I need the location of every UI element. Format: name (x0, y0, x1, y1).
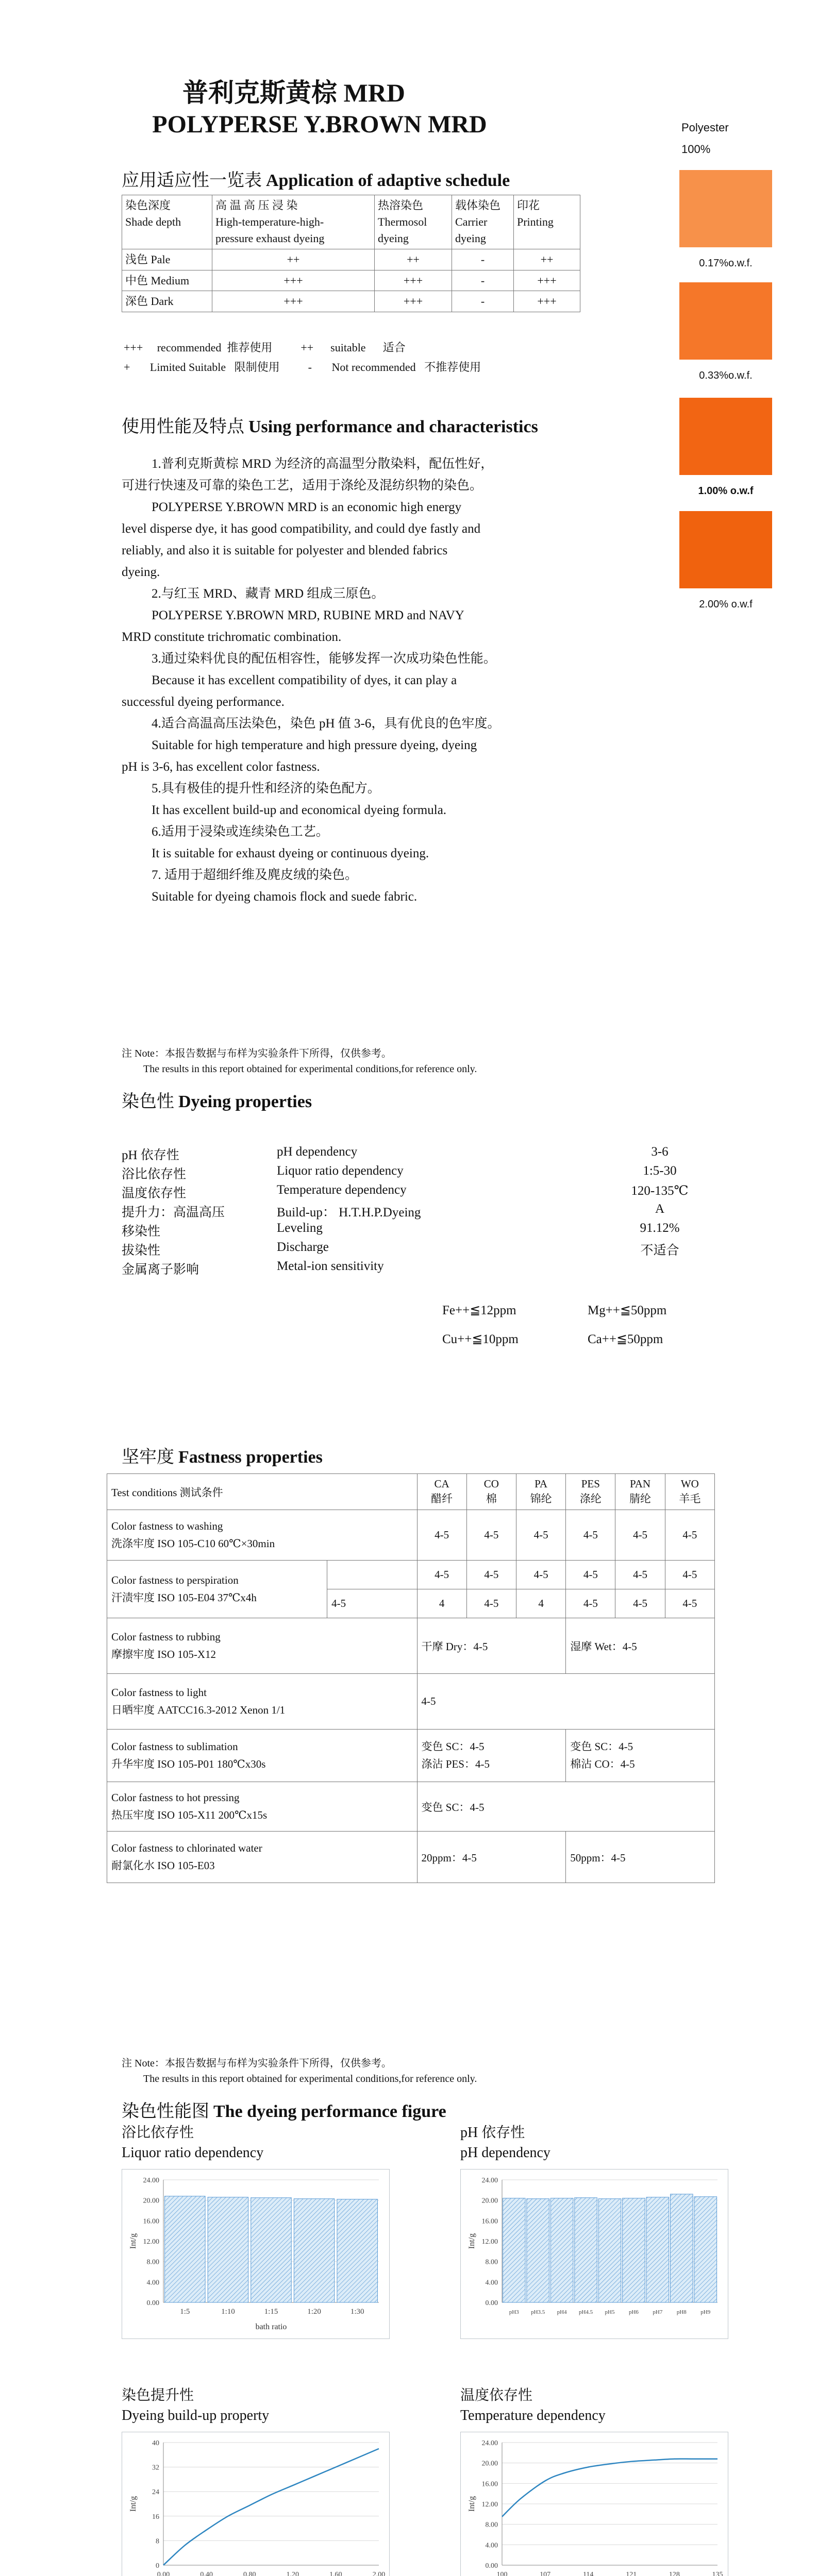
table-cell: 变色 SC：4-5 (417, 1782, 714, 1832)
swatch-fabric-pct: 100% (681, 143, 711, 156)
performance-line: It has excellent build-up and economical dyeing formula. (152, 803, 447, 817)
figure-heading-zh: 染色性能图 (122, 2102, 209, 2121)
x-tick-label: 107 (540, 2571, 551, 2576)
dyeing-prop-zh: pH 依存性 (122, 1148, 179, 1162)
table-cell: +++ (212, 291, 375, 312)
y-tick-label: 16.00 (481, 2480, 498, 2488)
dyeing-prop-zh: 拔染性 (122, 1244, 161, 1258)
dyeing-prop-val: 3-6 (651, 1145, 669, 1159)
y-tick-label: 0.00 (485, 2299, 498, 2307)
table-cell: 湿摩 Wet：4-5 (566, 1618, 715, 1674)
performance-line: 3.通过染料优良的配伍相容性，能够发挥一次成功染色性能。 (152, 652, 496, 666)
performance-line: Suitable for dyeing chamois flock and suede fabric. (152, 890, 418, 904)
table-cell: 4-5 (417, 1561, 466, 1589)
sublimation-pes: 涤沾 PES：4-5 (421, 1757, 490, 1770)
chart-title-en: pH dependency (460, 2145, 550, 2161)
table-cell: - (452, 291, 514, 312)
table-header-cell: 热溶染色 Thermosol dyeing (375, 195, 452, 249)
table-header-cell: PAN 腈纶 (615, 1474, 665, 1510)
table-header-cell: 高 温 高 压 浸 染 High-temperature-high- pressure exhaust dyeing (212, 195, 375, 249)
dyeing-prop-zh: 金属离子影响 (122, 1263, 199, 1277)
chart-buildup (122, 2432, 390, 2576)
note-line-1: 注 Note：本报告数据与布样为实验条件下所得，仅供参考。 (122, 1048, 392, 1059)
table-cell (327, 1561, 417, 1589)
dyeing-prop-en: Temperature dependency (277, 1183, 407, 1197)
performance-line: 4.适合高温高压法染色，染色 pH 值 3-6，具有优良的色牢度。 (152, 717, 500, 731)
performance-heading (122, 412, 538, 437)
chart-title-ph (460, 2123, 550, 2163)
product-title-zh: 普利克斯黄棕 MRD (182, 78, 405, 107)
y-tick-label: 0.00 (146, 2299, 159, 2307)
performance-body (122, 453, 598, 908)
table-cell: Color fastness to rubbing 摩擦牢度 ISO 105-X12 (107, 1618, 418, 1674)
table-header-cell: 染色深度 Shade depth (122, 195, 212, 249)
dyeing-prop-en: Build-up： H.T.H.P.Dyeing (277, 1206, 421, 1219)
y-axis-label: Int/g (468, 2496, 476, 2512)
bar (294, 2199, 335, 2302)
table-cell: 4-5 (466, 1510, 516, 1561)
table-cell: 50ppm：4-5 (566, 1832, 715, 1883)
x-tick-label: 1:15 (264, 2308, 278, 2316)
sublimation-sc-2: 变色 SC：4-5 (570, 1740, 633, 1753)
adaptive-heading-en: Application of adaptive schedule (266, 171, 510, 190)
dyeing-heading-en: Dyeing properties (178, 1092, 312, 1111)
adaptive-heading (122, 166, 510, 191)
y-tick-label: 40 (152, 2439, 159, 2447)
x-tick-label: 1:10 (221, 2308, 235, 2316)
table-cell: 4-5 (665, 1510, 714, 1561)
performance-line: reliably, and also it is suitable for polyester and blended fabrics (122, 544, 448, 557)
table-cell: 4 (417, 1589, 466, 1618)
y-tick-label: 0.00 (485, 2562, 498, 2570)
table-cell: 中色 Medium (122, 270, 212, 291)
swatch-fabric-label: Polyester (681, 121, 729, 134)
performance-line: 6.适用于浸染或连续染色工艺。 (152, 825, 329, 839)
swatch-caption-1: 0.17%o.w.f. (699, 258, 753, 269)
performance-line: pH is 3-6, has excellent color fastness. (122, 760, 320, 774)
table-cell: 4-5 (466, 1561, 516, 1589)
table-cell: 4-5 (566, 1561, 615, 1589)
fastness-heading (122, 1443, 323, 1468)
sublimation-co: 棉沾 CO：4-5 (570, 1757, 635, 1770)
bar (503, 2198, 525, 2302)
table-cell: Color fastness to washing 洗涤牢度 ISO 105-C10 60℃×30min (107, 1510, 418, 1561)
y-tick-label: 8.00 (146, 2258, 159, 2266)
chart-title-en: Dyeing build-up property (122, 2408, 270, 2424)
table-cell: +++ (514, 291, 580, 312)
dyeing-prop-zh: 浴比依存性 (122, 1167, 187, 1181)
dyeing-prop-val: 1:5-30 (643, 1164, 677, 1178)
performance-line: Suitable for high temperature and high pressure dyeing, dyeing (152, 738, 477, 752)
y-tick-label: 12.00 (481, 2501, 498, 2509)
table-header-cell: PES 涤纶 (566, 1474, 615, 1510)
y-tick-label: 32 (152, 2464, 159, 2472)
color-swatch-1 (679, 170, 772, 247)
table-cell: 4-5 (417, 1674, 714, 1730)
table-header-cell: Test conditions 测试条件 (107, 1474, 418, 1510)
x-tick-label: 135 (712, 2571, 723, 2576)
bar (598, 2199, 621, 2302)
y-tick-label: 16 (152, 2513, 159, 2521)
chart-title-en: Liquor ratio dependency (122, 2145, 264, 2161)
bar (694, 2197, 717, 2302)
adaptive-heading-zh: 应用适应性一览表 (122, 171, 262, 190)
x-tick-label: pH3.5 (531, 2309, 545, 2315)
table-cell (566, 1730, 715, 1782)
fastness-heading-en: Fastness properties (178, 1448, 323, 1467)
table-cell: ++ (514, 249, 580, 270)
table-cell: 4-5 (566, 1510, 615, 1561)
table-cell: - (452, 249, 514, 270)
y-axis-label: Int/g (129, 2496, 138, 2512)
y-tick-label: 8.00 (485, 2258, 498, 2266)
y-tick-label: 16.00 (481, 2217, 498, 2226)
performance-line: POLYPERSE Y.BROWN MRD, RUBINE MRD and NAVY (152, 608, 464, 622)
x-tick-label: pH6 (628, 2309, 639, 2315)
fastness-table (107, 1473, 715, 1883)
chart-title-temp (460, 2385, 606, 2426)
dyeing-prop-en: Liquor ratio dependency (277, 1164, 404, 1178)
table-cell: 4-5 (665, 1589, 714, 1618)
y-tick-label: 8.00 (485, 2521, 498, 2529)
performance-heading-en: Using performance and characteristics (248, 417, 538, 436)
chart-title-zh: 浴比依存性 (122, 2125, 194, 2141)
table-cell: 4-5 (615, 1589, 665, 1618)
table-cell: Color fastness to light 日晒牢度 AATCC16.3-2012 Xenon 1/1 (107, 1674, 418, 1730)
table-row (107, 1674, 715, 1730)
chart-title-zh: 染色提升性 (122, 2387, 194, 2403)
metal-mg: Mg++≦50ppm (588, 1303, 667, 1317)
bar (208, 2197, 248, 2302)
metal-cu: Cu++≦10ppm (442, 1332, 519, 1346)
table-cell: ++ (375, 249, 452, 270)
y-tick-label: 20.00 (481, 2460, 498, 2468)
bar (165, 2196, 206, 2302)
performance-line: 5.具有极佳的提升性和经济的染色配方。 (152, 782, 380, 795)
x-tick-label: pH8 (676, 2309, 687, 2315)
y-tick-label: 20.00 (481, 2197, 498, 2205)
table-cell: 4-5 (516, 1561, 565, 1589)
table-cell: 浅色 Pale (122, 249, 212, 270)
chart-title-liquor (122, 2123, 263, 2163)
chart-title-zh: pH 依存性 (460, 2125, 525, 2141)
table-cell: 4-5 (516, 1510, 565, 1561)
x-tick-label: 0.80 (243, 2571, 256, 2576)
table-header-cell: 载体染色 Carrier dyeing (452, 195, 514, 249)
x-tick-label: 2.00 (372, 2571, 386, 2576)
x-tick-label: 1:5 (180, 2308, 190, 2316)
table-cell: Color fastness to hot pressing 热压牢度 ISO 105-X11 200℃x15s (107, 1782, 418, 1832)
dyeing-prop-val: 120-135℃ (631, 1184, 689, 1198)
table-cell: 深色 Dark (122, 291, 212, 312)
dyeing-prop-en: Metal-ion sensitivity (277, 1259, 384, 1273)
bar (671, 2194, 693, 2302)
figure-heading-en: The dyeing performance figure (213, 2102, 446, 2121)
table-cell: 4-5 (615, 1561, 665, 1589)
x-tick-label: 100 (496, 2571, 508, 2576)
table-cell: 20ppm：4-5 (417, 1832, 566, 1883)
table-row (107, 1618, 715, 1674)
y-tick-label: 12.00 (481, 2238, 498, 2246)
swatch-caption-4: 2.00% o.w.f (699, 599, 753, 610)
x-tick-label: 0.40 (200, 2571, 213, 2576)
adaptive-table (122, 195, 580, 312)
table-header-row (107, 1474, 715, 1510)
x-tick-label: pH9 (700, 2309, 711, 2315)
table-cell: +++ (375, 270, 452, 291)
bar (623, 2198, 645, 2302)
dyeing-prop-zh: 温度依存性 (122, 1187, 187, 1200)
chart-svg (461, 2432, 729, 2576)
performance-line: It is suitable for exhaust dyeing or continuous dyeing. (152, 846, 429, 860)
dyeing-prop-val: 91.12% (640, 1221, 680, 1235)
table-cell: +++ (212, 270, 375, 291)
metal-ca: Ca++≦50ppm (588, 1332, 663, 1346)
performance-line: POLYPERSE Y.BROWN MRD is an economic high energy (152, 500, 462, 514)
y-tick-label: 16.00 (143, 2217, 159, 2226)
adaptive-legend-2: + Limited Suitable 限制使用 - Not recommended 不推荐使用 (124, 361, 481, 374)
sublimation-sc-1: 变色 SC：4-5 (421, 1740, 485, 1753)
y-tick-label: 24.00 (143, 2177, 159, 2184)
bar (251, 2198, 292, 2302)
table-cell: 4-5 (665, 1561, 714, 1589)
series-line (163, 2449, 379, 2565)
table-cell: +++ (375, 291, 452, 312)
y-tick-label: 12.00 (143, 2238, 159, 2246)
table-row (122, 249, 580, 270)
performance-line: 可进行快速及可靠的染色工艺，适用于涤纶及混纺织物的染色。 (122, 479, 483, 493)
chart-title-en: Temperature dependency (460, 2408, 606, 2424)
performance-line: 1.普利克斯黄棕 MRD 为经济的高温型分散染料，配伍性好， (152, 457, 494, 471)
table-cell: 4-5 (417, 1510, 466, 1561)
chart-ph (460, 2169, 728, 2339)
chart-svg (122, 2432, 390, 2576)
bar (575, 2198, 597, 2302)
chart-svg (122, 2170, 390, 2340)
y-tick-label: 24.00 (481, 2177, 498, 2184)
y-tick-label: 0 (156, 2562, 159, 2570)
chart-temperature (460, 2432, 728, 2576)
color-swatch-3 (679, 398, 772, 475)
x-tick-label: 114 (582, 2571, 594, 2576)
note-line-2: The results in this report obtained for experimental conditions,for reference only. (143, 2073, 477, 2084)
y-tick-label: 24.00 (481, 2439, 498, 2447)
table-header-cell: WO 羊毛 (665, 1474, 714, 1510)
chart-title-zh: 温度依存性 (460, 2387, 533, 2403)
x-tick-label: 121 (626, 2571, 637, 2576)
table-row (122, 291, 580, 312)
table-cell: 4-5 (615, 1510, 665, 1561)
table-cell: 4-5 (466, 1589, 516, 1618)
performance-line: 2.与红玉 MRD、藏青 MRD 组成三原色。 (152, 587, 385, 601)
performance-line: dyeing. (122, 565, 160, 579)
x-tick-label: pH4.5 (578, 2309, 593, 2315)
fastness-heading-zh: 坚牢度 (122, 1448, 174, 1467)
performance-line: Because it has excellent compatibility of dyes, it can play a (152, 673, 457, 687)
dyeing-heading-zh: 染色性 (122, 1092, 174, 1111)
x-axis-label: bath ratio (255, 2323, 287, 2331)
table-row (107, 1561, 715, 1589)
swatch-caption-3: 1.00% o.w.f (698, 485, 754, 497)
x-tick-label: 0.00 (157, 2571, 170, 2576)
x-tick-label: pH5 (605, 2309, 615, 2315)
dyeing-heading (122, 1087, 312, 1112)
dyeing-prop-en: Leveling (277, 1221, 323, 1235)
x-tick-label: pH7 (653, 2309, 663, 2315)
x-tick-label: 1.20 (286, 2571, 299, 2576)
dyeing-prop-en: Discharge (277, 1240, 329, 1254)
note-line-2: The results in this report obtained for experimental conditions,for reference only. (143, 1063, 477, 1075)
table-row (107, 1832, 715, 1883)
table-cell (417, 1730, 566, 1782)
table-header-cell: CO 棉 (466, 1474, 516, 1510)
swatch-caption-2: 0.33%o.w.f. (699, 370, 753, 381)
table-row (107, 1782, 715, 1832)
table-cell: - (452, 270, 514, 291)
dyeing-prop-en: pH dependency (277, 1145, 358, 1159)
x-tick-label: 1.60 (329, 2571, 342, 2576)
x-tick-label: pH3 (509, 2309, 519, 2315)
y-axis-label: Int/g (129, 2233, 138, 2249)
table-row (107, 1730, 715, 1782)
performance-line: level disperse dye, it has good compatibility, and could dye fastly and (122, 522, 481, 536)
x-tick-label: 128 (669, 2571, 680, 2576)
y-tick-label: 4.00 (146, 2279, 159, 2287)
y-tick-label: 4.00 (485, 2541, 498, 2550)
table-cell: 4 (516, 1589, 565, 1618)
table-row (107, 1510, 715, 1561)
product-title-en: POLYPERSE Y.BROWN MRD (152, 111, 487, 138)
table-cell: Color fastness to sublimation 升华牢度 ISO 105-P01 180℃x30s (107, 1730, 418, 1782)
performance-heading-zh: 使用性能及特点 (122, 417, 244, 436)
note-line-1: 注 Note：本报告数据与布样为实验条件下所得，仅供参考。 (122, 2058, 392, 2069)
bar (337, 2199, 378, 2302)
table-row (122, 270, 580, 291)
figure-heading (122, 2097, 446, 2122)
table-cell: ++ (212, 249, 375, 270)
performance-line: MRD constitute trichromatic combination. (122, 630, 342, 644)
dyeing-prop-zh: 提升力：高温高压 (122, 1206, 225, 1219)
adaptive-legend-1: +++ recommended 推荐使用 ++ suitable 适合 (124, 341, 406, 354)
table-cell: 4-5 (566, 1589, 615, 1618)
dyeing-prop-val: 不适合 (640, 1244, 679, 1258)
dyeing-prop-zh: 移染性 (122, 1225, 161, 1239)
table-cell: 干摩 Dry：4-5 (417, 1618, 566, 1674)
bar (527, 2199, 549, 2302)
table-cell: Color fastness to perspiration 汗渍牢度 ISO 105-E04 37℃x4h (107, 1561, 327, 1618)
x-tick-label: 1:20 (307, 2308, 321, 2316)
series-line (502, 2459, 717, 2517)
performance-line: 7. 适用于超细纤维及麂皮绒的染色。 (152, 868, 358, 882)
table-header-cell: PA 锦纶 (516, 1474, 565, 1510)
dyeing-prop-val: A (655, 1202, 665, 1216)
table-cell: 4-5 (327, 1589, 417, 1618)
performance-line: successful dyeing performance. (122, 695, 285, 709)
metal-fe: Fe++≦12ppm (442, 1303, 516, 1317)
table-cell: Color fastness to chlorinated water 耐氯化水 ISO 105-E03 (107, 1832, 418, 1883)
x-tick-label: pH4 (557, 2309, 567, 2315)
chart-liquor-ratio (122, 2169, 390, 2339)
y-tick-label: 4.00 (485, 2279, 498, 2287)
chart-title-buildup (122, 2385, 269, 2426)
adaptive-table-header (122, 195, 580, 249)
table-cell: +++ (514, 270, 580, 291)
table-header-cell: 印花 Printing (514, 195, 580, 249)
color-swatch-2 (679, 282, 772, 360)
x-tick-label: 1:30 (350, 2308, 364, 2316)
bar (550, 2198, 573, 2302)
y-tick-label: 20.00 (143, 2197, 159, 2205)
y-tick-label: 8 (156, 2537, 159, 2546)
bar (646, 2197, 669, 2302)
table-header-cell: CA 醋纤 (417, 1474, 466, 1510)
chart-svg (461, 2170, 729, 2340)
y-tick-label: 24 (152, 2488, 159, 2497)
y-axis-label: Int/g (468, 2233, 476, 2249)
color-swatch-4 (679, 511, 772, 588)
